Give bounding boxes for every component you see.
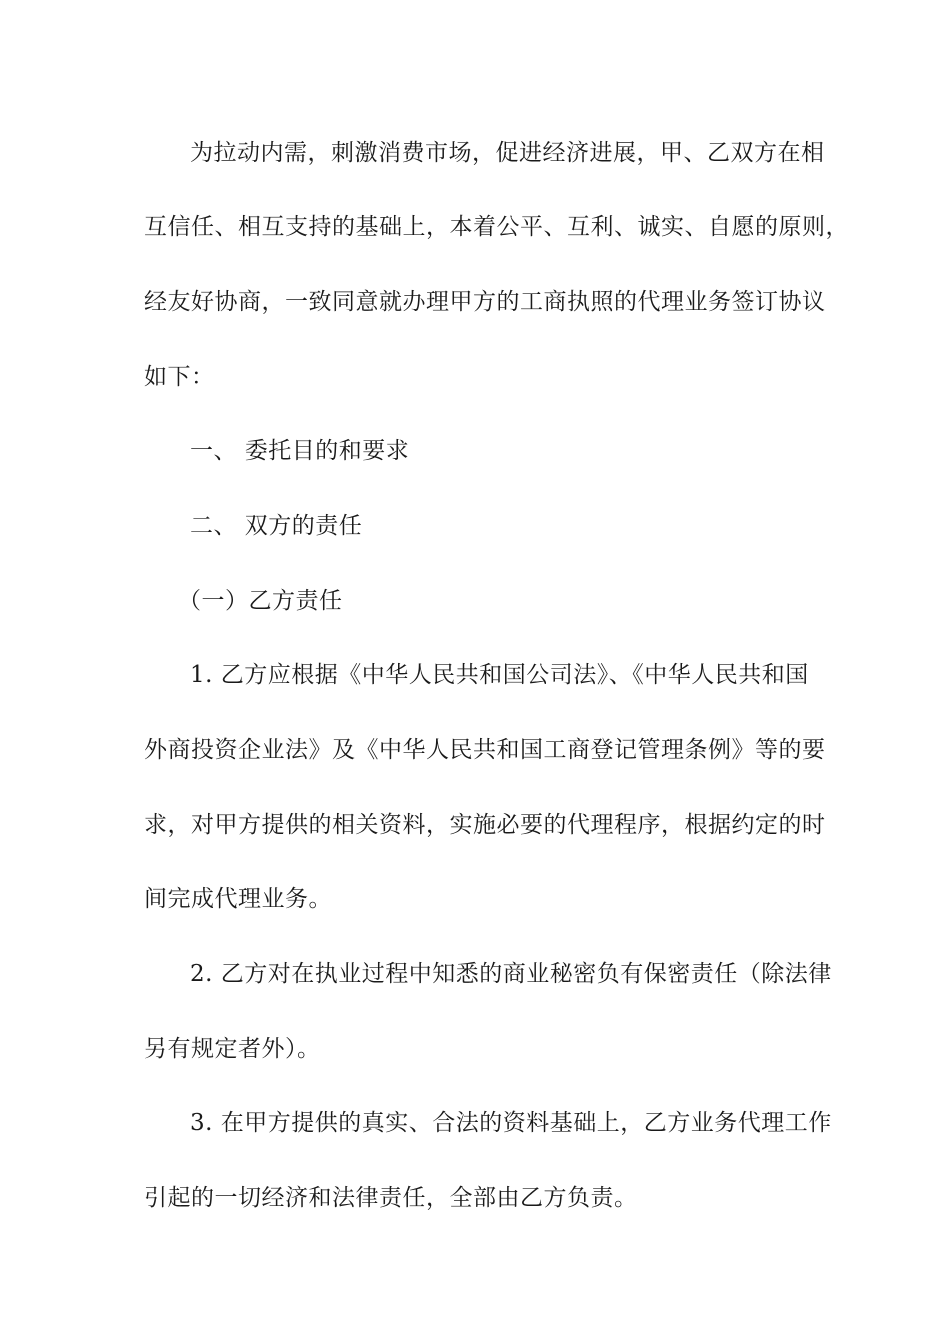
item-1-line-2: 外商投资企业法》及《中华人民共和国工商登记管理条例》等的要 — [144, 737, 826, 763]
item-2-line-1: 2. 乙方对在执业过程中知悉的商业秘密负有保密责任（除法律 — [190, 961, 832, 987]
item-1-line-4: 间完成代理业务。 — [144, 886, 332, 912]
paragraph-intro-line-2: 互信任、相互支持的基础上，本着公平、互利、诚实、自愿的原则， — [144, 214, 849, 240]
subsection-heading: （一）乙方责任 — [178, 588, 343, 614]
item-1-line-1: 1. 乙方应根据《中华人民共和国公司法》、《中华人民共和国 — [190, 662, 809, 688]
item-1-line-3: 求，对甲方提供的相关资料，实施必要的代理程序，根据约定的时 — [144, 812, 826, 838]
section-heading-1: 一、 委托目的和要求 — [190, 438, 410, 464]
paragraph-intro-line-4: 如下： — [144, 364, 215, 390]
paragraph-intro-line-3: 经友好协商，一致同意就办理甲方的工商执照的代理业务签订协议 — [144, 289, 826, 315]
paragraph-intro-line-1: 为拉动内需，刺激消费市场，促进经济进展，甲、乙双方在相 — [190, 140, 825, 166]
section-heading-2: 二、 双方的责任 — [190, 513, 363, 539]
item-3-line-1: 3. 在甲方提供的真实、合法的资料基础上，乙方业务代理工作 — [190, 1110, 832, 1136]
item-2-line-2: 另有规定者外）。 — [144, 1036, 321, 1062]
item-3-line-2: 引起的一切经济和法律责任，全部由乙方负责。 — [144, 1185, 638, 1211]
